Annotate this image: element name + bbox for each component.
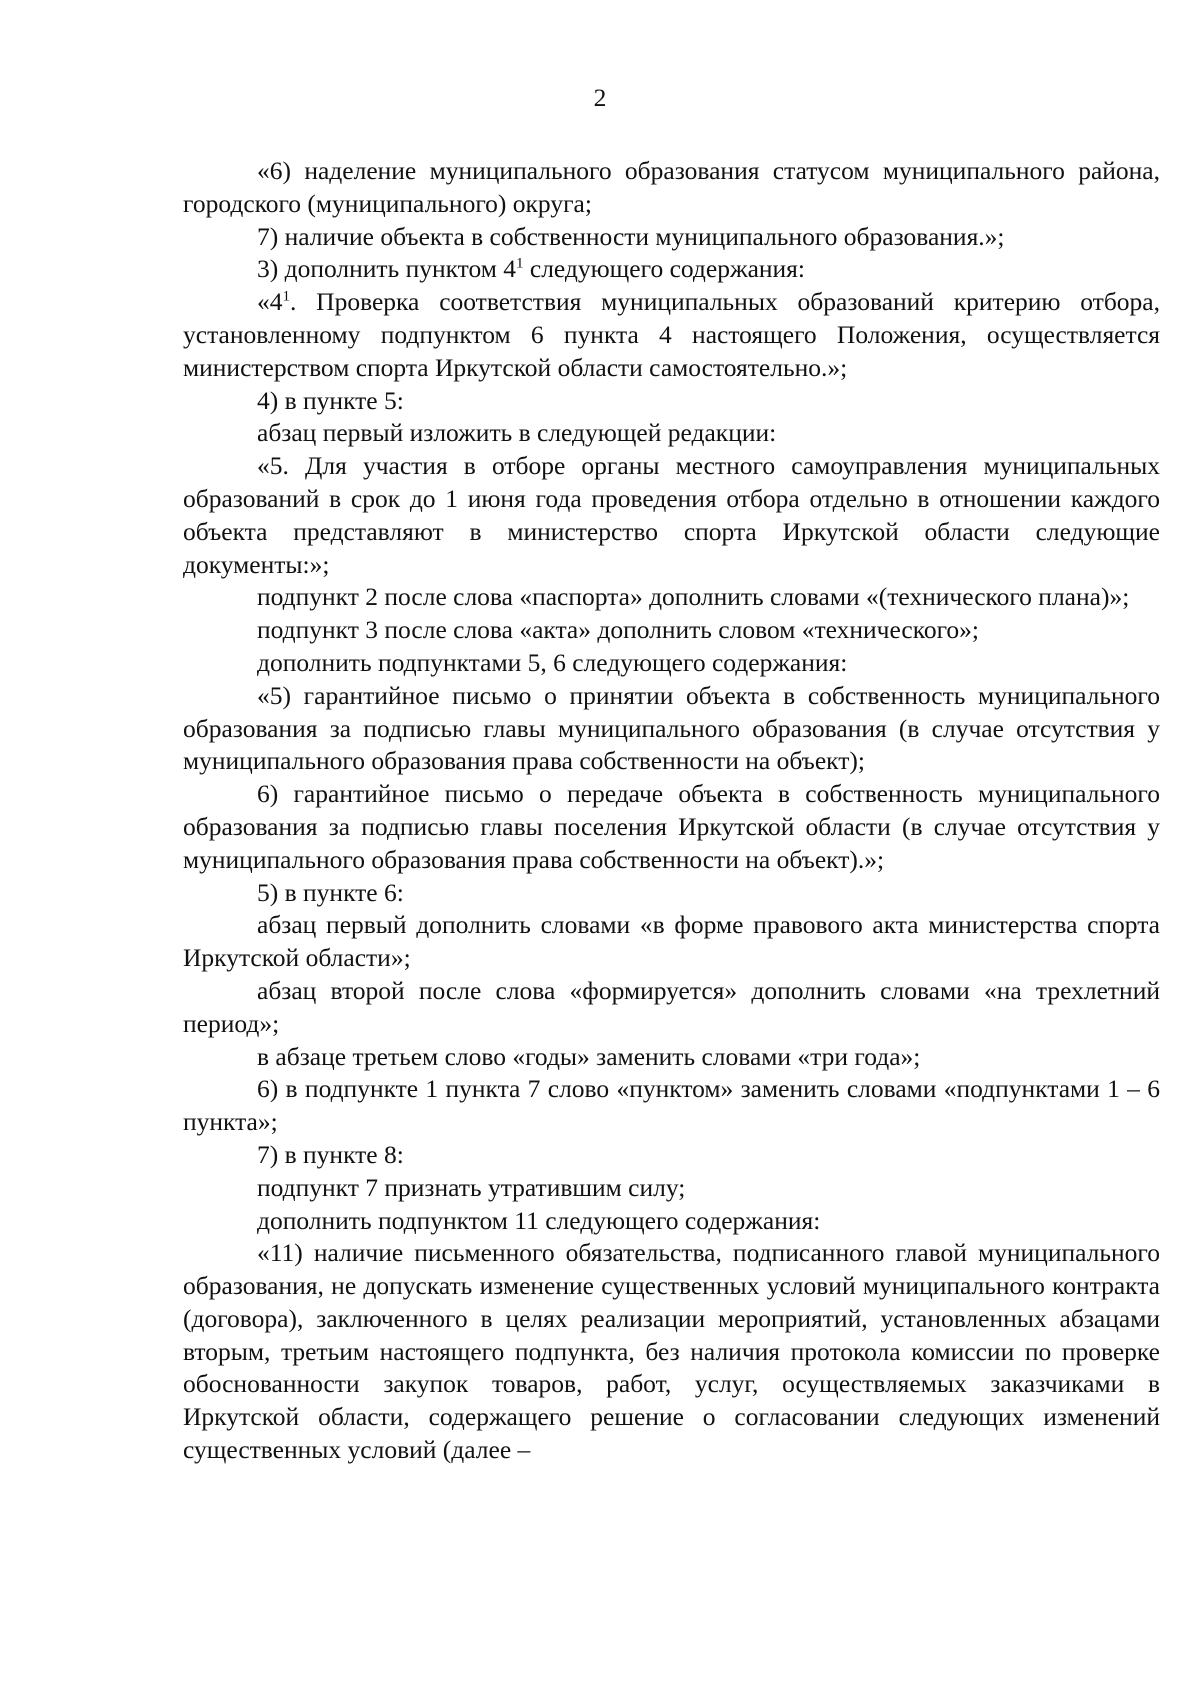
paragraph: абзац первый изложить в следующей редакции: <box>257 418 777 448</box>
paragraph: дополнить подпунктами 5, 6 следующего содержания: <box>257 647 848 677</box>
paragraph: «6) наделение муниципального образования статусом муниципального района, городского (муниципального) округа; <box>183 156 1160 218</box>
paragraph: 7) в пункте 8: <box>257 1139 404 1169</box>
paragraph: 6) гарантийное письмо о передаче объекта в собственность муниципального образования за подписью главы поселения Иркутской области (в случае отсутствия у муниципального образования права собственности на объект).»; <box>183 779 1160 874</box>
paragraph: подпункт 7 признать утратившим силу; <box>257 1172 686 1202</box>
paragraph: подпункт 3 после слова «акта» дополнить словом «технического»; <box>257 615 980 645</box>
paragraph: абзац первый дополнить словами «в форме правового акта министерства спорта Иркутской области»; <box>183 910 1160 973</box>
paragraph: 5) в пункте 6: <box>257 877 404 907</box>
paragraph: дополнить подпунктом 11 следующего содержания: <box>257 1205 821 1235</box>
page-number: 2 <box>593 83 607 112</box>
paragraph: подпункт 2 после слова «паспорта» дополнить словами «(технического плана)»; <box>257 582 1130 612</box>
paragraph: «5) гарантийное письмо о принятии объекта в собственность муниципального образования за подписью главы муниципального образования (в случае отсутствия у муниципального образования права собственности на объект); <box>183 680 1160 776</box>
document-body <box>183 155 1160 1467</box>
paragraph: «11) наличие письменного обязательства, подписанного главой муниципального образования, не допускать изменение существенных условий муниципального контракта (договора), заключенного в целях реализации мероприятий, установленных абзацами вторым, третьим настоящего подпункта, без наличия протокола комиссии по проверке обоснованности закупок товаров, работ, услуг, осуществляемых заказчиками в Иркутской области, содержащего решение о согласовании следующих изменений существенных условий (далее – <box>183 1238 1160 1465</box>
paragraph: 4) в пункте 5: <box>257 385 404 415</box>
paragraph: «$4^1$. Проверка соответствия муниципальных образований критерию отбора, установленному подпунктом 6 пункта 4 настоящего Положения, осуществляется министерством спорта Иркутской области самостоятельно.»; <box>183 287 1160 382</box>
paragraph: 7) наличие объекта в собственности муниципального образования.»; <box>257 221 1005 251</box>
paragraph: 3) дополнить пунктом $4^1$ следующего содержания: <box>257 254 805 284</box>
paragraph: 6) в подпункте 1 пункта 7 слово «пунктом» заменить словами «подпунктами 1 – 6 пункта»; <box>183 1074 1160 1137</box>
paragraph: абзац второй после слова «формируется» дополнить словами «на трехлетний период»; <box>183 975 1160 1038</box>
superscript: 1 <box>516 255 524 272</box>
paragraph: в абзаце третьем слово «годы» заменить словами «три года»; <box>257 1041 921 1071</box>
superscript: 1 <box>282 288 290 305</box>
paragraph: «5. Для участия в отборе органы местного самоуправления муниципальных образований в срок до 1 июня года проведения отбора отдельно в отношении каждого объекта представляют в министерство спорта Иркутской области следующие документы:»; <box>183 451 1160 579</box>
